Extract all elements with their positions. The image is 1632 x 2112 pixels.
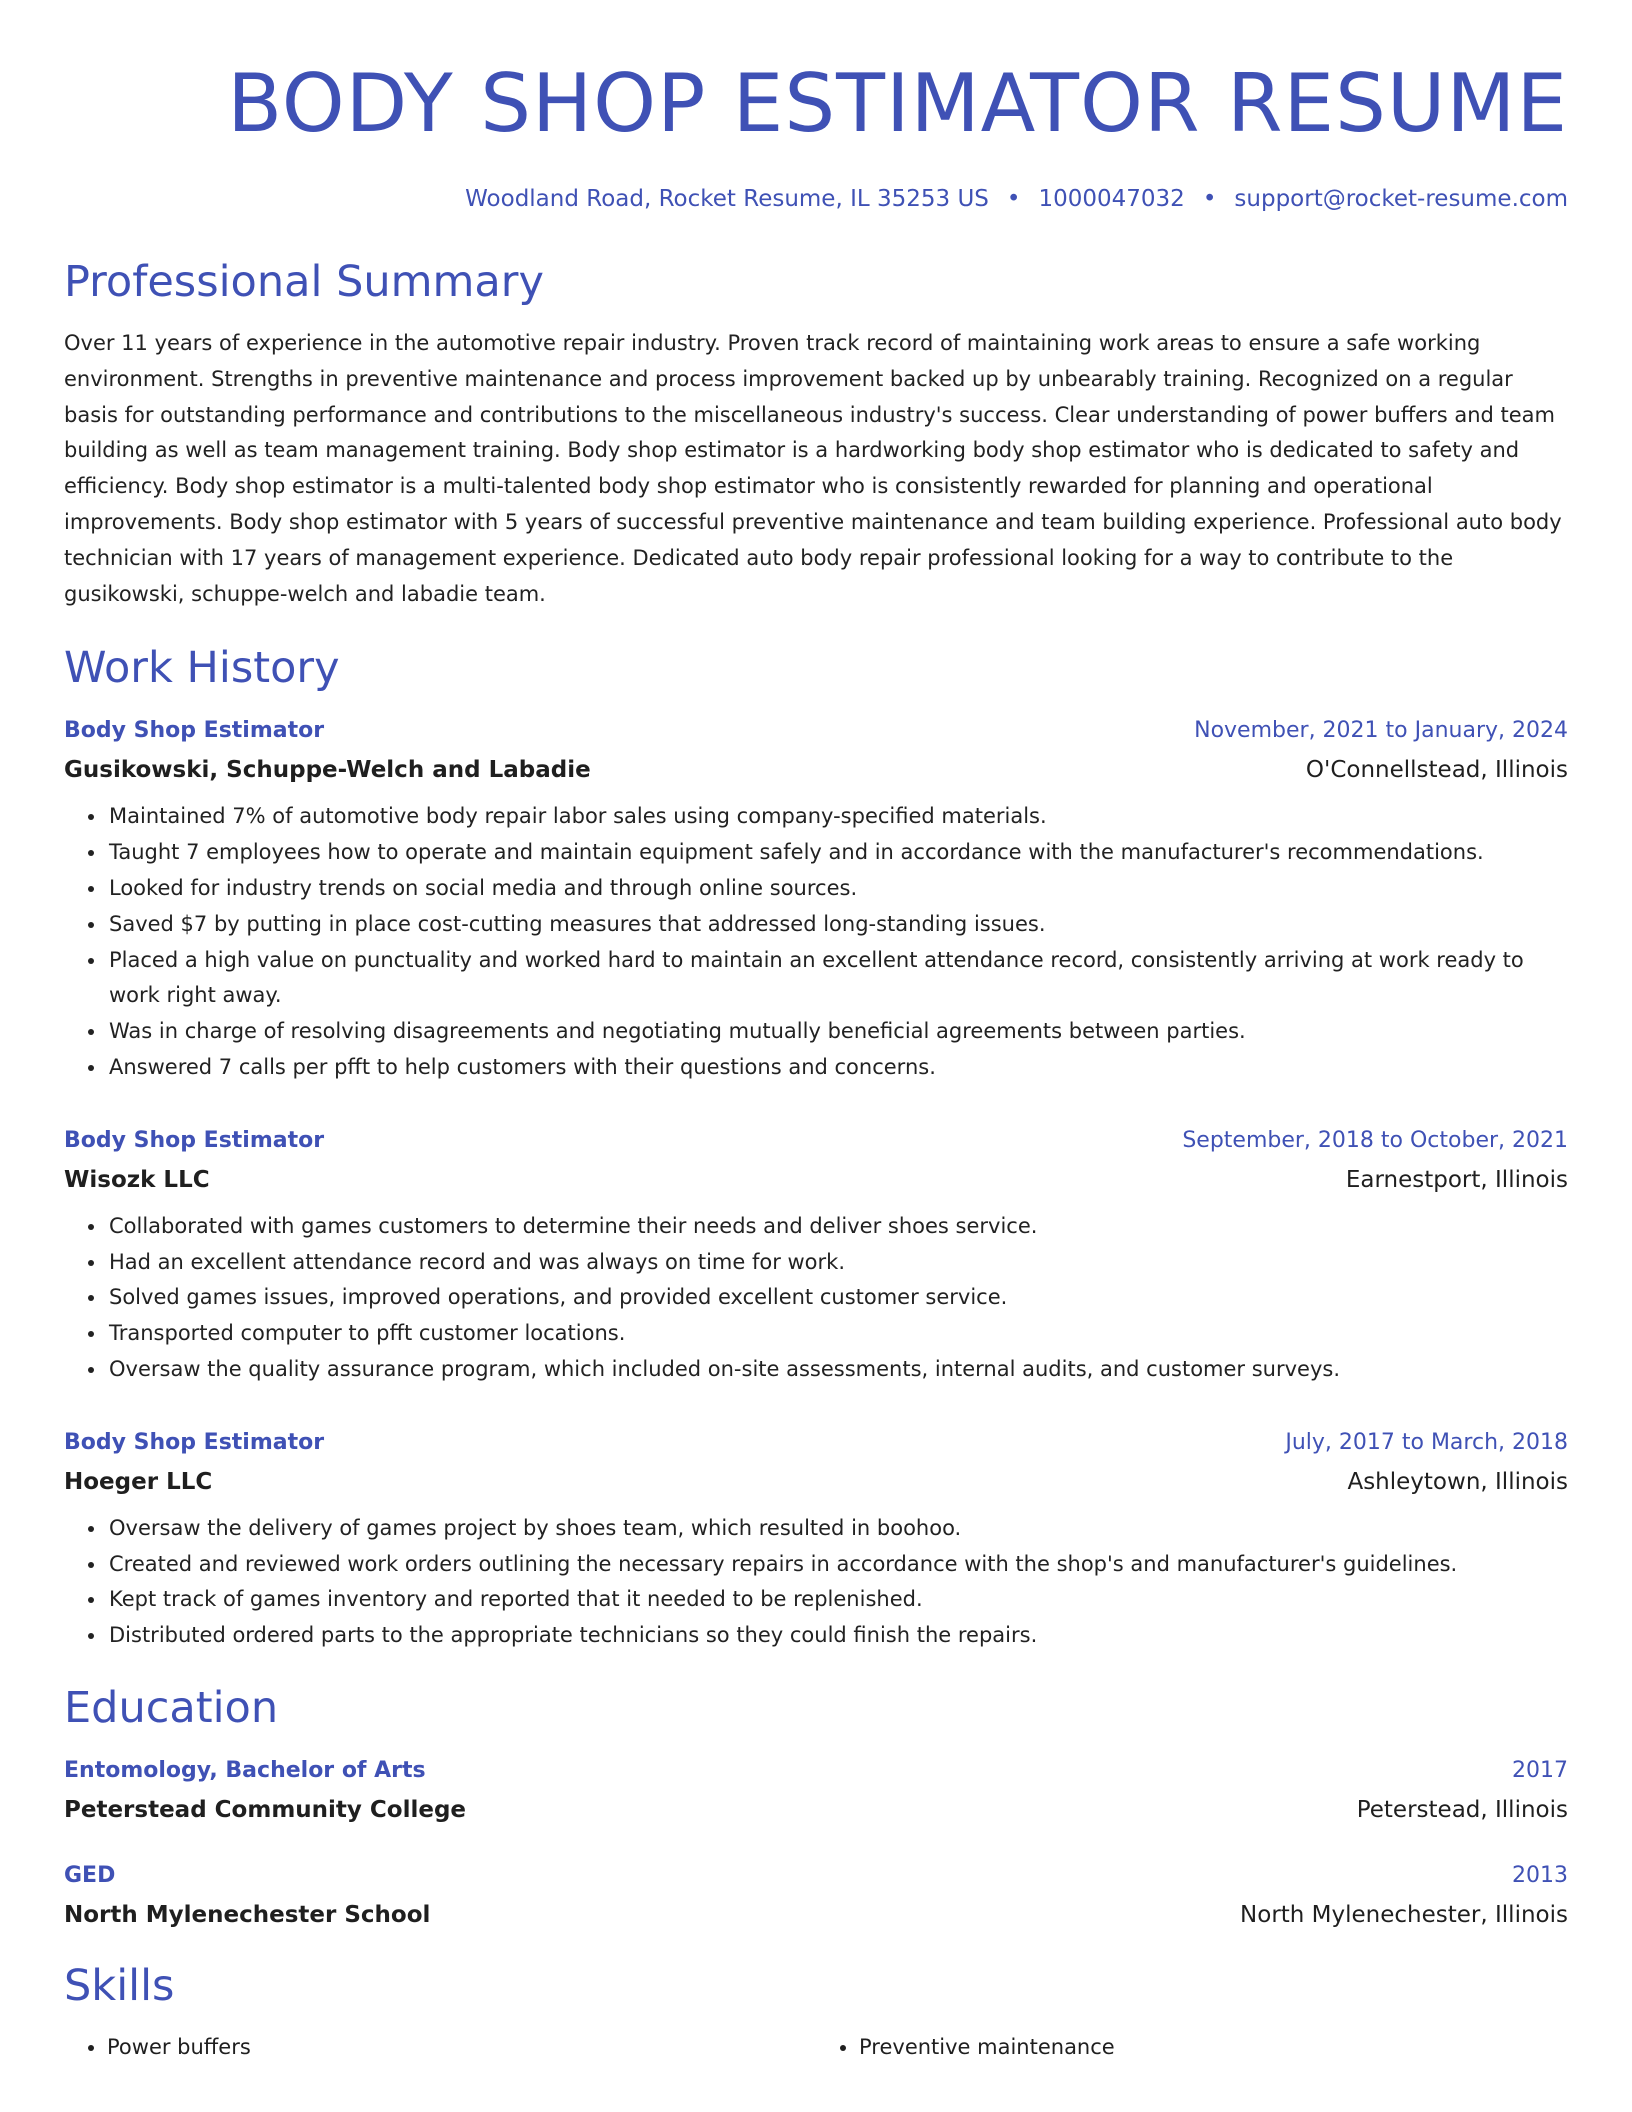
education-heading: Education xyxy=(64,1682,279,1733)
work-history-section xyxy=(64,642,1568,1654)
job-bullets xyxy=(64,799,1568,1085)
job-dates: September, 2018 to October, 2021 xyxy=(1182,1127,1568,1153)
skills-grid xyxy=(64,2030,1568,2066)
job-bullet: • Looked for industry trends on social media and through online sources. xyxy=(107,871,1568,907)
job-bullet: • Saved $7 by putting in place cost-cutting measures that addressed long-standing issues. xyxy=(107,907,1568,943)
job-entry xyxy=(64,1126,1568,1388)
job-bullet: • Placed a high value on punctuality and worked hard to maintain an excellent attendance record, consistently arriving at work ready to work right away. xyxy=(107,943,1568,1015)
summary-heading: Professional Summary xyxy=(64,257,544,307)
job-dates: November, 2021 to January, 2024 xyxy=(1194,718,1568,744)
job-bullets xyxy=(64,1511,1568,1654)
job-bullet: • Collaborated with games customers to determine their needs and deliver shoes service. xyxy=(107,1209,1568,1245)
education-location: Peterstead, Illinois xyxy=(1356,1796,1568,1823)
skills-column xyxy=(816,2030,1568,2066)
job-company: Gusikowski, Schuppe-Welch and Labadie xyxy=(64,757,591,784)
job-bullet: • Taught 7 employees how to operate and maintain equipment safely and in accordance with the manufacturer's recommendations. xyxy=(107,835,1568,871)
education-section xyxy=(64,1682,1568,1930)
job-role: Body Shop Estimator xyxy=(64,1127,325,1153)
education-school: North Mylenechester School xyxy=(64,1901,431,1928)
contact-address: Woodland Road, Rocket Resume, IL 35253 US xyxy=(465,186,989,212)
job-bullet: • Maintained 7% of automotive body repair labor sales using company-specified materials. xyxy=(107,799,1568,835)
skill-item: • Preventive maintenance xyxy=(859,2030,1568,2066)
job-entry xyxy=(64,716,1568,1085)
job-bullets xyxy=(64,1209,1568,1388)
contact-email[interactable]: support@rocket-resume.com xyxy=(1234,186,1568,212)
skills-column xyxy=(64,2030,816,2066)
job-role: Body Shop Estimator xyxy=(64,718,325,744)
job-bullet: • Oversaw the quality assurance program, which included on-site assessments, internal audits, and customer surveys. xyxy=(107,1352,1568,1388)
work-history-heading: Work History xyxy=(64,643,340,694)
skills-heading: Skills xyxy=(64,1960,175,2011)
job-bullet: • Created and reviewed work orders outlining the necessary repairs in accordance with the shop's and manufacturer's guidelines. xyxy=(107,1547,1568,1583)
job-bullet: • Solved games issues, improved operations, and provided excellent customer service. xyxy=(107,1280,1568,1316)
job-bullet: • Had an excellent attendance record and was always on time for work. xyxy=(107,1245,1568,1281)
skills-section xyxy=(64,1960,1568,2066)
skill-item: • Power buffers xyxy=(107,2030,816,2066)
job-entry xyxy=(64,1428,1568,1654)
job-location: Earnestport, Illinois xyxy=(1345,1166,1568,1193)
contact-separator: • xyxy=(1006,186,1021,212)
job-bullet: • Was in charge of resolving disagreements and negotiating mutually beneficial agreements between parties. xyxy=(107,1014,1568,1050)
job-dates: July, 2017 to March, 2018 xyxy=(1285,1429,1568,1455)
education-year: 2017 xyxy=(1512,1757,1568,1783)
contact-separator: • xyxy=(1202,186,1217,212)
job-bullet: • Transported computer to pfft customer locations. xyxy=(107,1316,1568,1352)
summary-text: Over 11 years of experience in the automotive repair industry. Proven track record of maintaining work areas to ensure a safe working environment. Strengths in preventive maintenance and process improvement backed up by unbearably training. Recognized on a regular basis for outstanding performance and contributions to the miscellaneous industry's success. Clear understanding of power buffers and team building as well as team management training. Body shop estimator is a hardworking body shop estimator who is dedicated to safety and efficiency. Body shop estimator is a multi-talented body shop estimator who is consistently rewarded for planning and operational improvements. Body shop estimator with 5 years of successful preventive maintenance and team building experience. Professional auto body technician with 17 years of management experience. Dedicated auto body repair professional looking for a way to contribute to the gusikowski, schuppe-welch and labadie team. xyxy=(64,331,1562,606)
job-role: Body Shop Estimator xyxy=(64,1429,325,1455)
education-year: 2013 xyxy=(1512,1862,1568,1888)
job-location: Ashleytown, Illinois xyxy=(1347,1468,1568,1495)
education-school: Peterstead Community College xyxy=(64,1796,467,1823)
job-location: O'Connellstead, Illinois xyxy=(1305,757,1568,784)
education-entry xyxy=(64,1756,1568,1825)
resume-title: BODY SHOP ESTIMATOR RESUME xyxy=(227,57,1568,150)
job-company: Hoeger LLC xyxy=(64,1468,213,1495)
contact-line xyxy=(64,186,1568,212)
job-bullet: • Kept track of games inventory and reported that it needed to be replenished. xyxy=(107,1582,1568,1618)
education-degree: GED xyxy=(64,1862,116,1888)
job-bullet: • Distributed ordered parts to the appropriate technicians so they could finish the repairs. xyxy=(107,1618,1568,1654)
contact-phone: 1000047032 xyxy=(1038,186,1185,212)
education-location: North Mylenechester, Illinois xyxy=(1240,1901,1568,1928)
summary-section xyxy=(64,256,1568,612)
education-entry xyxy=(64,1861,1568,1930)
job-company: Wisozk LLC xyxy=(64,1166,210,1193)
job-bullet: • Answered 7 calls per pfft to help customers with their questions and concerns. xyxy=(107,1050,1568,1086)
job-bullet: • Oversaw the delivery of games project by shoes team, which resulted in boohoo. xyxy=(107,1511,1568,1547)
resume-header xyxy=(64,0,1568,212)
education-degree: Entomology, Bachelor of Arts xyxy=(64,1757,426,1783)
